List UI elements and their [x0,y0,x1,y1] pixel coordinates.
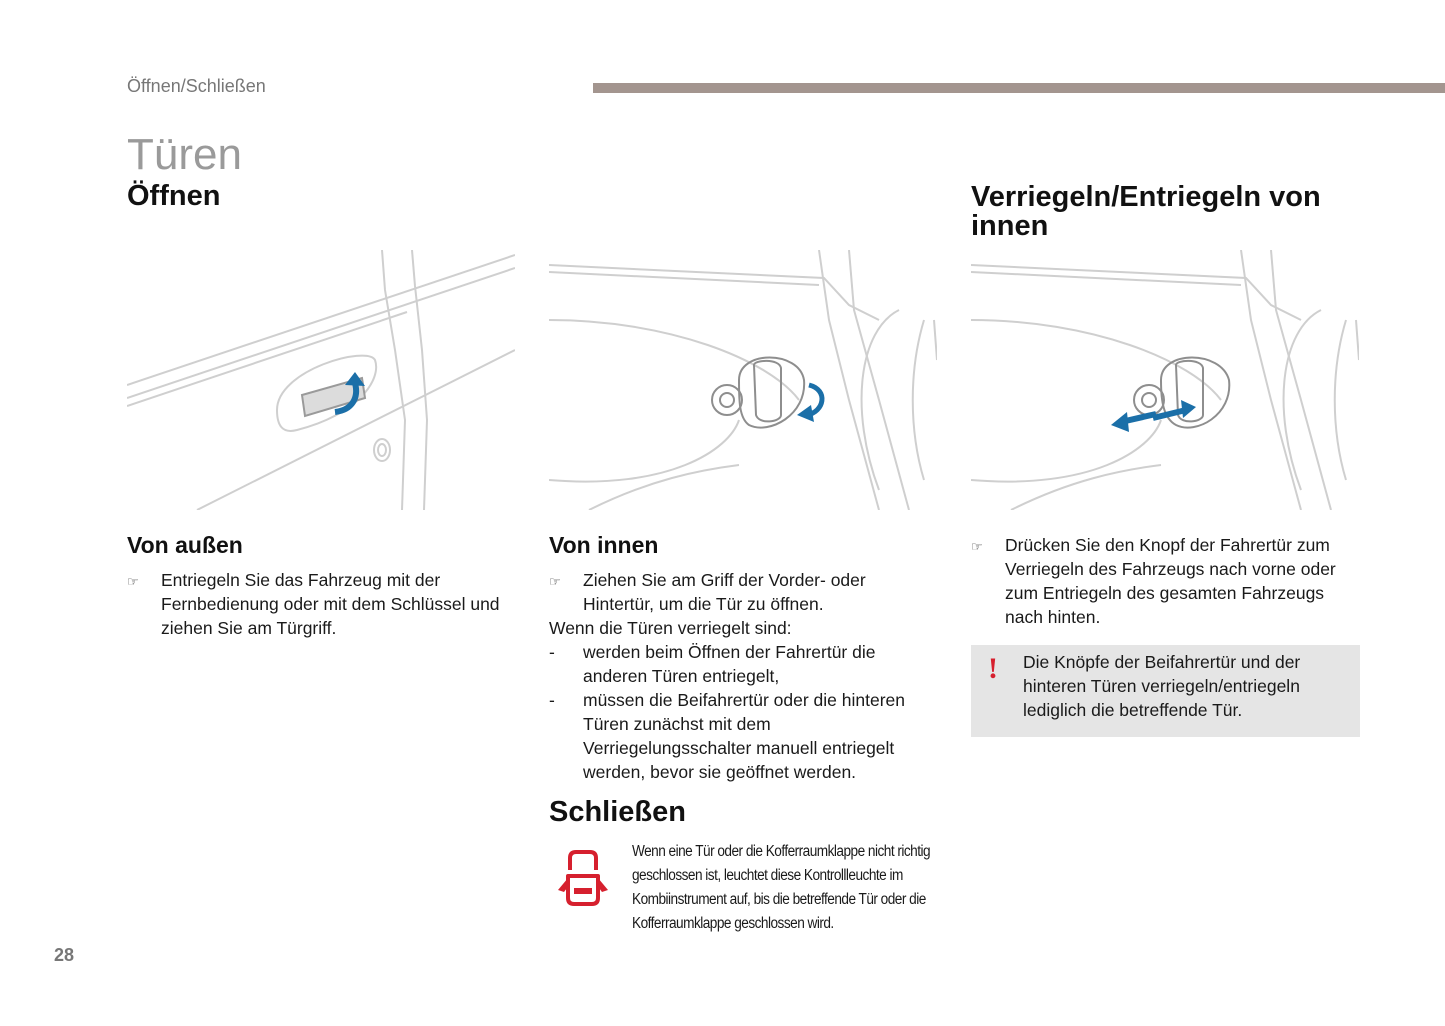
subheading-outside: Von außen [127,532,243,558]
lock-button-illustration [971,250,1359,510]
exclamation-icon: ! [988,652,998,685]
inside-text-block [549,568,929,784]
list-item: - müssen die Beifahrertür oder die hinteren Türen zunächst mit dem Verriegelungsschalter manuell entriegelt werden, bevor sie geöffnet werden. [549,690,905,782]
pointing-hand-icon: ☞ [549,574,561,589]
section-heading-close: Schließen [549,796,686,828]
closing-note: Wenn eine Tür oder die Kofferraumklappe nicht richtig geschlossen ist, leuchtet diese Kontrollleuchte im Kombiinstrument auf, bis die betreffende Tür oder die Kofferraumklappe geschlossen wird. [632,843,931,932]
breadcrumb: Öffnen/Schließen [127,76,266,96]
header-bar [593,83,1445,93]
list-item: ☞ Entriegeln Sie das Fahrzeug mit der Fernbedienung oder mit dem Schlüssel und ziehen Sie am Türgriff. [127,570,500,638]
pointing-hand-icon: ☞ [127,574,139,589]
subheading-inside: Von innen [549,532,659,558]
door-open-warning-icon [556,848,610,908]
warning-text: Die Knöpfe der Beifahrertür und der hinteren Türen verriegeln/entriegeln lediglich die betreffende Tür. [1023,652,1301,720]
section-heading-lock: Verriegeln/Entriegeln von innen [971,181,1321,242]
list-item: ☞ Ziehen Sie am Griff der Vorder- oder Hintertür, um die Tür zu öffnen. [549,570,866,614]
list-item: - werden beim Öffnen der Fahrertür die anderen Türen entriegelt, [549,642,876,686]
inside-handle-illustration [549,250,937,510]
page-number: 28 [54,945,75,965]
outside-handle-illustration [127,250,515,510]
page-title: Türen [127,130,242,179]
locked-intro: Wenn die Türen verriegelt sind: [549,618,792,638]
section-heading-open: Öffnen [127,180,221,212]
pointing-hand-icon: ☞ [971,539,983,554]
list-item: ☞ Drücken Sie den Knopf der Fahrertür zum Verriegeln des Fahrzeugs nach vorne oder zum Entriegeln des gesamten Fahrzeugs nach hinten. [971,535,1336,627]
